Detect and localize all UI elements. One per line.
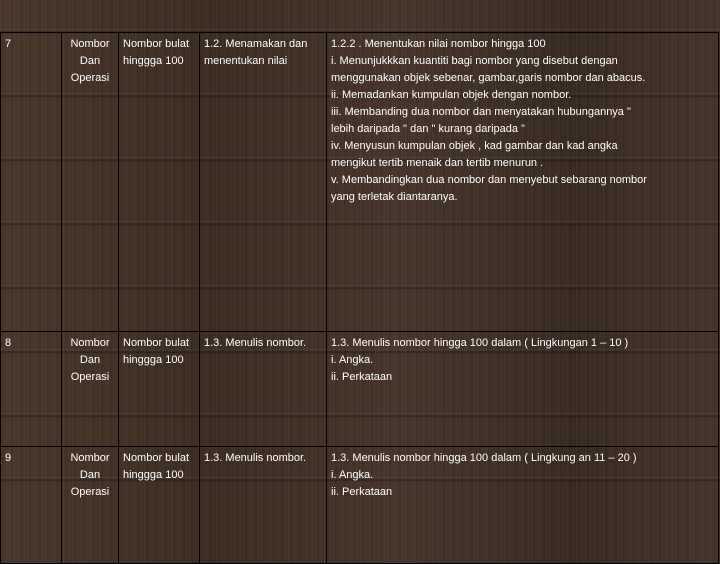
table-row (1, 447, 719, 564)
objective-line: 1.2. Menamakan dan (204, 38, 308, 50)
topic-line: Nombor (70, 38, 110, 50)
topic-line: Operasi (70, 486, 110, 498)
topic-cell (62, 332, 119, 447)
outcomes-cell (327, 33, 719, 332)
standard-cell (119, 332, 200, 447)
outcome-line: iii. Membanding dua nombor dan menyatakan hubungannya " (331, 106, 631, 118)
outcome-line: 1.3. Menulis nombor hingga 100 dalam ( Lingkung an 11 – 20 ) (331, 452, 637, 464)
objective-line: 1.3. Menulis nombor. (204, 452, 307, 464)
objective-line: 1.3. Menulis nombor. (204, 337, 307, 349)
standard-cell (119, 447, 200, 564)
row-number: 7 (5, 38, 12, 50)
standard-line: hinggga 100 (123, 354, 184, 366)
topic-line: Nombor (70, 337, 110, 349)
table-row (1, 33, 719, 332)
row-number: 9 (5, 452, 12, 464)
topic-cell (62, 447, 119, 564)
standard-cell (119, 33, 200, 332)
outcome-line: iv. Menyusun kumpulan objek , kad gambar dan kad angka (331, 140, 618, 152)
standard-line: hinggga 100 (123, 469, 184, 481)
outcomes-cell (327, 447, 719, 564)
outcome-line: lebih daripada " dan " kurang daripada " (331, 123, 525, 135)
objective-cell (200, 332, 327, 447)
topic-cell (62, 33, 119, 332)
outcome-line: menggunakan objek sebenar, gambar,garis nombor dan abacus. (331, 72, 646, 84)
objective-cell (200, 447, 327, 564)
syllabus-table (0, 32, 719, 564)
standard-line: Nombor bulat (123, 337, 190, 349)
topic-line: Operasi (70, 371, 110, 383)
standard-line: hinggga 100 (123, 55, 184, 67)
outcome-line: ii. Perkataan (331, 371, 393, 383)
outcomes-cell (327, 332, 719, 447)
outcome-line: 1.3. Menulis nombor hingga 100 dalam ( Lingkungan 1 – 10 ) (331, 337, 629, 349)
topic-line: Operasi (70, 72, 110, 84)
row-number: 8 (5, 337, 12, 349)
topic-line: Dan (79, 354, 101, 366)
outcome-line: i. Menunjukkkan kuantiti bagi nombor yang disebut dengan (331, 55, 618, 67)
objective-cell (200, 33, 327, 332)
row-number-cell (1, 33, 62, 332)
outcome-line: 1.2.2 . Menentukan nilai nombor hingga 100 (331, 38, 546, 50)
objective-line: menentukan nilai (204, 55, 288, 67)
standard-line: Nombor bulat (123, 452, 190, 464)
outcome-line: ii. Memadankan kumpulan objek dengan nombor. (331, 89, 572, 101)
table-row (1, 332, 719, 447)
topic-line: Nombor (70, 452, 110, 464)
topic-line: Dan (79, 469, 101, 481)
row-number-cell (1, 332, 62, 447)
outcome-line: ii. Perkataan (331, 486, 393, 498)
outcome-line: mengikut tertib menaik dan tertib menurun . (331, 157, 544, 169)
outcome-line: yang terletak diantaranya. (331, 191, 458, 203)
standard-line: Nombor bulat (123, 38, 190, 50)
row-number-cell (1, 447, 62, 564)
outcome-line: i. Angka. (331, 469, 374, 481)
topic-line: Dan (79, 55, 101, 67)
outcome-line: i. Angka. (331, 354, 374, 366)
outcome-line: v. Membandingkan dua nombor dan menyebut sebarang nombor (331, 174, 647, 186)
